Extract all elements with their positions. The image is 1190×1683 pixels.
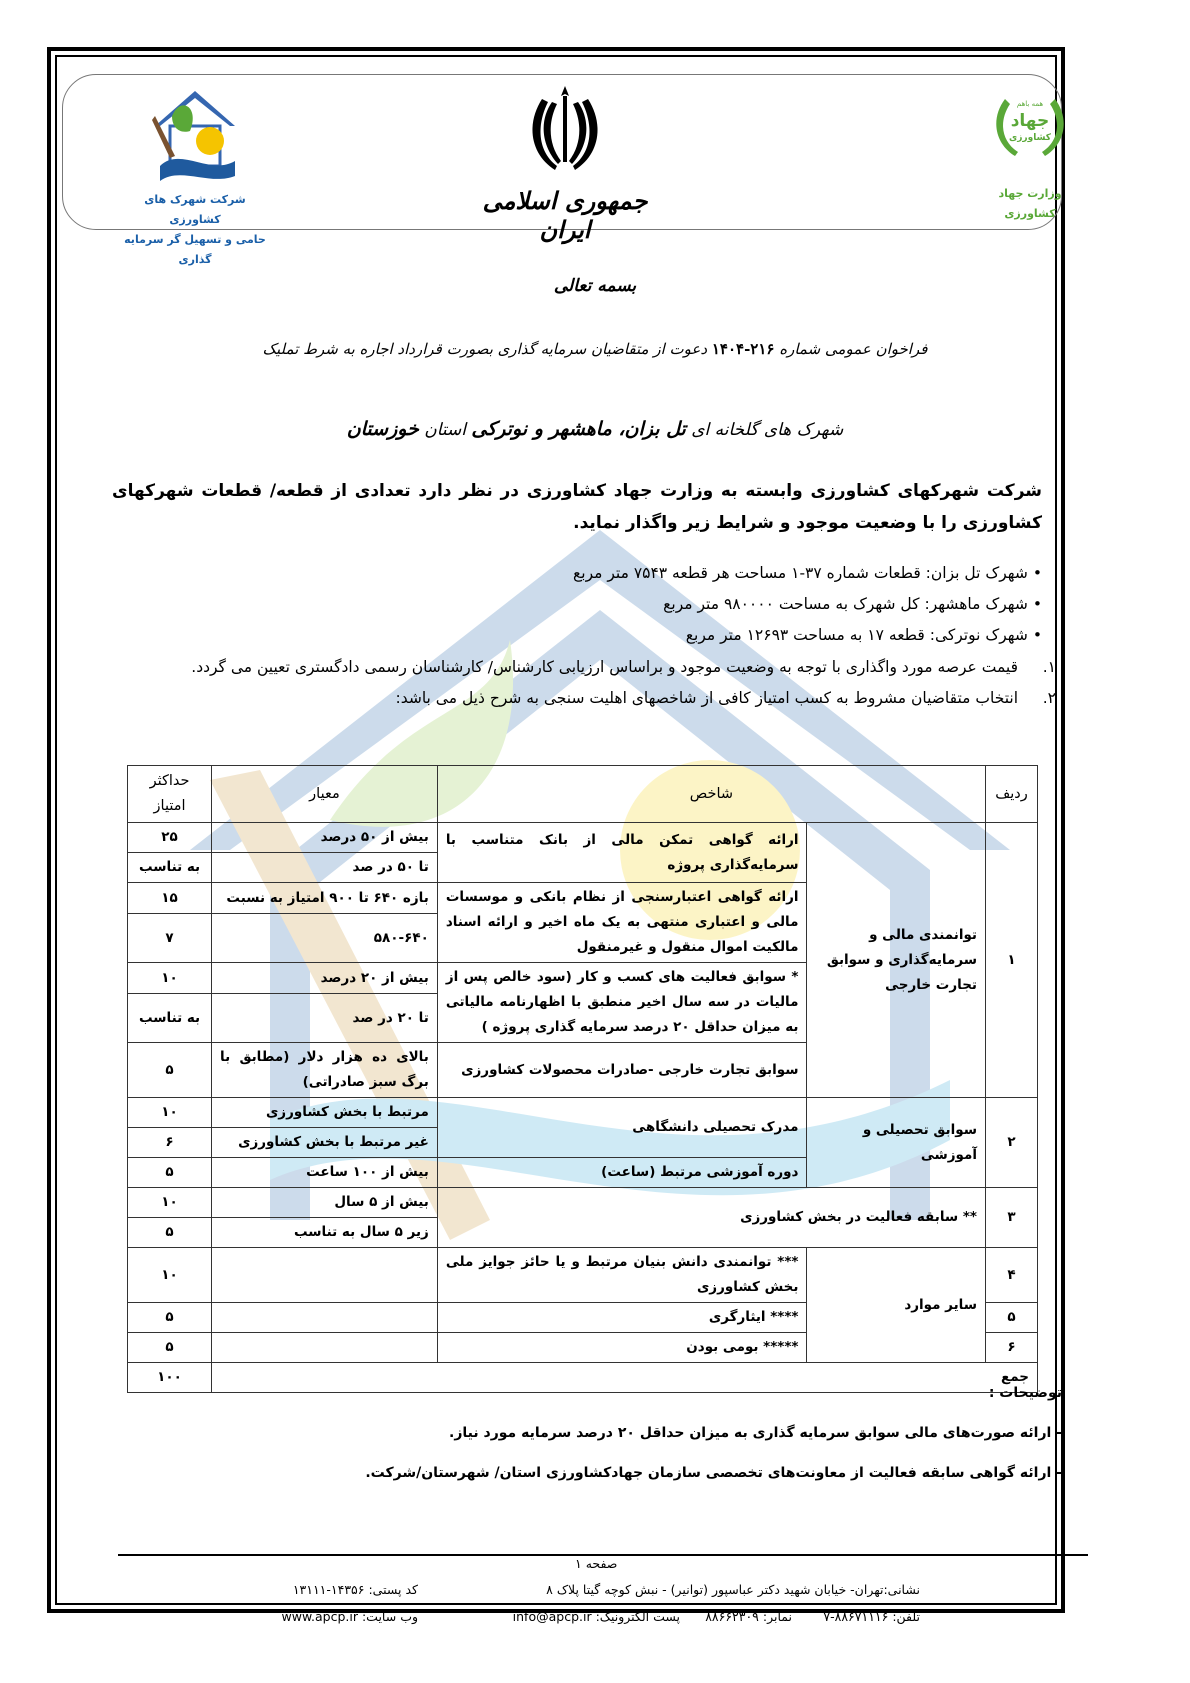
postal-value: ۱۴۳۵۶-۱۳۱۱۱ [292, 1582, 365, 1597]
index-cell: ***** بومی بودن [437, 1333, 807, 1363]
table-row [128, 1098, 1038, 1128]
header-max-score: حداکثر امتیاز [128, 766, 212, 823]
criterion-cell: بازه ۶۴۰ تا ۹۰۰ امتیاز به نسبت [212, 883, 438, 914]
row-number: ۲ [986, 1098, 1038, 1188]
table-row [128, 1248, 1038, 1303]
jahad-logo-icon [990, 84, 1070, 164]
note-item: - ارائه گواهی سابقه فعالیت از معاونت‌های تخصصی سازمان جهادکشاورزی استان/ شهرستان/شرکت. [365, 1465, 1062, 1481]
towns-title [0, 418, 1190, 440]
score-cell: ۵ [128, 1043, 212, 1098]
phone-label: تلفن: [892, 1609, 920, 1624]
scoring-table [127, 765, 1038, 1393]
index-cell: ارائه گواهی اعتبارسنجی از نظام بانکی و موسسات مالی و اعتباری منتهی به یک ماه اخیر و ارائه اسناد مالکیت اموال منقول و غیرمنقول [437, 883, 807, 963]
company-logo-caption-2: حامی و تسهیل گر سرمایه گذاری [124, 233, 266, 266]
iran-emblem-icon [530, 84, 600, 174]
group-name: توانمندی مالی و سرمایه‌گذاری و سوابق تجارت خارجی [807, 823, 986, 1098]
criterion-cell [212, 1333, 438, 1363]
criterion-cell: زیر ۵ سال به تناسب [212, 1218, 438, 1248]
score-cell: ۱۵ [128, 883, 212, 914]
province-label: استان [424, 420, 466, 440]
header-criterion: معیار [212, 766, 438, 823]
company-logo-caption-1: شرکت شهرک های کشاورزی [144, 193, 246, 226]
call-number: ۲۱۶-۱۴۰۴ [711, 340, 775, 358]
group-name: سوابق تحصیلی و آموزشی [807, 1098, 986, 1188]
index-cell: سوابق تجارت خارجی -صادرات محصولات کشاورزی [437, 1043, 807, 1098]
group-name: سایر موارد [807, 1248, 986, 1363]
list-text: انتخاب متقاضیان مشروط به کسب امتیاز کافی از شاخصهای اهلیت سنجی به شرح ذیل می باشد: [395, 689, 1018, 707]
province-name: خوزستان [346, 418, 419, 440]
website-label: وب سایت: [361, 1609, 418, 1624]
score-cell: ۵ [128, 1218, 212, 1248]
row-number: ۳ [986, 1188, 1038, 1248]
footer-fax [705, 1609, 792, 1624]
score-cell: ۲۵ [128, 823, 212, 853]
score-cell: ۵ [128, 1158, 212, 1188]
criterion-cell: غیر مرتبط با بخش کشاورزی [212, 1128, 438, 1158]
fax-label: نمابر: [762, 1609, 792, 1624]
row-number: ۱ [986, 823, 1038, 1098]
company-logo [120, 86, 270, 270]
header-row-no: ردیف [986, 766, 1038, 823]
postal-label: کد پستی: [368, 1582, 418, 1597]
footer-email [513, 1609, 680, 1624]
page-number: صفحه ۱ [575, 1556, 618, 1571]
list-number: ۲. [1042, 689, 1056, 707]
towns-names: تل بزان، ماهشهر و نوترکی [471, 418, 686, 440]
call-prefix: فراخوان عمومی شماره [779, 340, 928, 358]
score-cell: ۱۰ [128, 1098, 212, 1128]
criterion-cell: تا ۵۰ در صد [212, 853, 438, 883]
table-row [128, 1188, 1038, 1218]
conditions-list [140, 652, 1060, 714]
score-cell: ۱۰ [128, 963, 212, 994]
iran-emblem [460, 84, 670, 244]
list-item: • شهرک تل بزان: قطعات شماره ۳۷-۱ مساحت هر قطعه ۷۵۴۳ متر مربع [573, 558, 1042, 589]
score-cell: ۵ [128, 1303, 212, 1333]
index-cell: ارائه گواهی تمکن مالی از بانک متناسب با سرمایه‌گذاری پروژه [437, 823, 807, 883]
total-value: ۱۰۰ [128, 1363, 212, 1393]
header-index: شاخص [437, 766, 985, 823]
score-cell: به تناسب [128, 994, 212, 1043]
index-cell: مدرک تحصیلی دانشگاهی [437, 1098, 807, 1158]
table-total-row [128, 1363, 1038, 1393]
total-label: جمع [212, 1363, 1038, 1393]
score-cell: ۱۰ [128, 1188, 212, 1218]
row-number: ۴ [986, 1248, 1038, 1303]
list-item: • شهرک ماهشهر: کل شهرک به مساحت ۹۸۰۰۰۰ متر مربع [573, 589, 1042, 620]
score-cell: ۶ [128, 1128, 212, 1158]
list-item: • شهرک نوترکی: قطعه ۱۷ به مساحت ۱۲۶۹۳ متر مربع [573, 620, 1042, 651]
website-link[interactable]: www.apcp.ir [281, 1609, 358, 1624]
ministry-logo [975, 84, 1085, 224]
email-label: پست الکترونیک: [595, 1609, 680, 1624]
list-item [140, 683, 1060, 714]
criterion-cell: بیش از ۵۰ درصد [212, 823, 438, 853]
criterion-cell: ۵۸۰-۶۴۰ [212, 914, 438, 963]
criterion-cell: مرتبط با بخش کشاورزی [212, 1098, 438, 1128]
row-number: ۵ [986, 1303, 1038, 1333]
criterion-cell: بالای ده هزار دلار (مطابق با برگ سبز صادراتی) [212, 1043, 438, 1098]
towns-prefix: شهرک های گلخانه ای [691, 420, 844, 440]
call-title [0, 340, 1190, 358]
intro-paragraph: شرکت شهرکهای کشاورزی وابسته به وزارت جهاد کشاورزی در نظر دارد تعدادی از قطعه/ قطعات شهرکهای کشاورزی را با وضعیت موجود و شرایط زیر واگذار نماید. [112, 481, 1042, 533]
index-cell: * سوابق فعالیت های کسب و کار (سود خالص پس از مالیات در سه سال اخیر منطبق با اظهارنامه مالیاتی به میزان حداقل ۲۰ درصد سرمایه گذاری پروژه ) [437, 963, 807, 1043]
bismillah: بسمه تعالی [553, 276, 637, 296]
jahad-logo-main: جهاد [1010, 111, 1050, 131]
criterion-cell: بیش از ۱۰۰ ساعت [212, 1158, 438, 1188]
criterion-cell: بیش از ۲۰ درصد [212, 963, 438, 994]
list-number: ۱. [1042, 658, 1056, 676]
score-cell: به تناسب [128, 853, 212, 883]
index-cell: دوره آموزشی مرتبط (ساعت) [437, 1158, 807, 1188]
footer-postal [293, 1582, 418, 1597]
apcp-logo-icon [150, 86, 240, 186]
list-text: قیمت عرصه مورد واگذاری با توجه به وضعیت موجود و براساس ارزیابی کارشناس/ کارشناسان رسمی دادگستری تعیین می گردد. [191, 658, 1018, 676]
footer-address: نشانی:تهران- خیابان شهید دکتر عباسپور (توانیر) - نبش کوچه گیتا پلاک ۸ [546, 1582, 920, 1597]
table-header-row [128, 766, 1038, 823]
footer-phone [823, 1609, 920, 1624]
score-cell: ۱۰ [128, 1248, 212, 1303]
criterion-cell: تا ۲۰ در صد [212, 994, 438, 1043]
group-name: ** سابقه فعالیت در بخش کشاورزی [437, 1188, 985, 1248]
criterion-cell [212, 1248, 438, 1303]
criterion-cell: بیش از ۵ سال [212, 1188, 438, 1218]
country-title: جمهوری اسلامی ایران [482, 186, 648, 244]
notes-title: توضیحات : [988, 1385, 1062, 1401]
row-number: ۶ [986, 1333, 1038, 1363]
score-cell: ۵ [128, 1333, 212, 1363]
fax-value: ۸۸۶۶۲۳۰۹ [705, 1609, 759, 1624]
table-row [128, 823, 1038, 853]
call-suffix: دعوت از متقاضیان سرمایه گذاری بصورت قرارداد اجاره به شرط تملیک [262, 340, 708, 358]
score-cell: ۷ [128, 914, 212, 963]
jahad-logo-sub: کشاورزی [1009, 133, 1051, 143]
note-item: - ارائه صورت‌های مالی سوابق سرمایه گذاری به میزان حداقل ۲۰ درصد سرمایه مورد نیاز. [449, 1425, 1062, 1441]
jahad-logo-top: همه باهم [1016, 100, 1044, 108]
list-item [140, 652, 1060, 683]
footer-website [282, 1609, 419, 1624]
email-link[interactable]: info@apcp.ir [512, 1609, 592, 1624]
ministry-logo-caption: وزارت جهاد کشاورزی [998, 187, 1062, 220]
towns-list [573, 558, 1042, 651]
index-cell: **** ایثارگری [437, 1303, 807, 1333]
phone-value: ۸۸۶۷۱۱۱۶-۷ [823, 1609, 889, 1624]
criterion-cell [212, 1303, 438, 1333]
index-cell: *** توانمندی دانش بنیان مرتبط و یا حائز جوایز ملی بخش کشاورزی [437, 1248, 807, 1303]
